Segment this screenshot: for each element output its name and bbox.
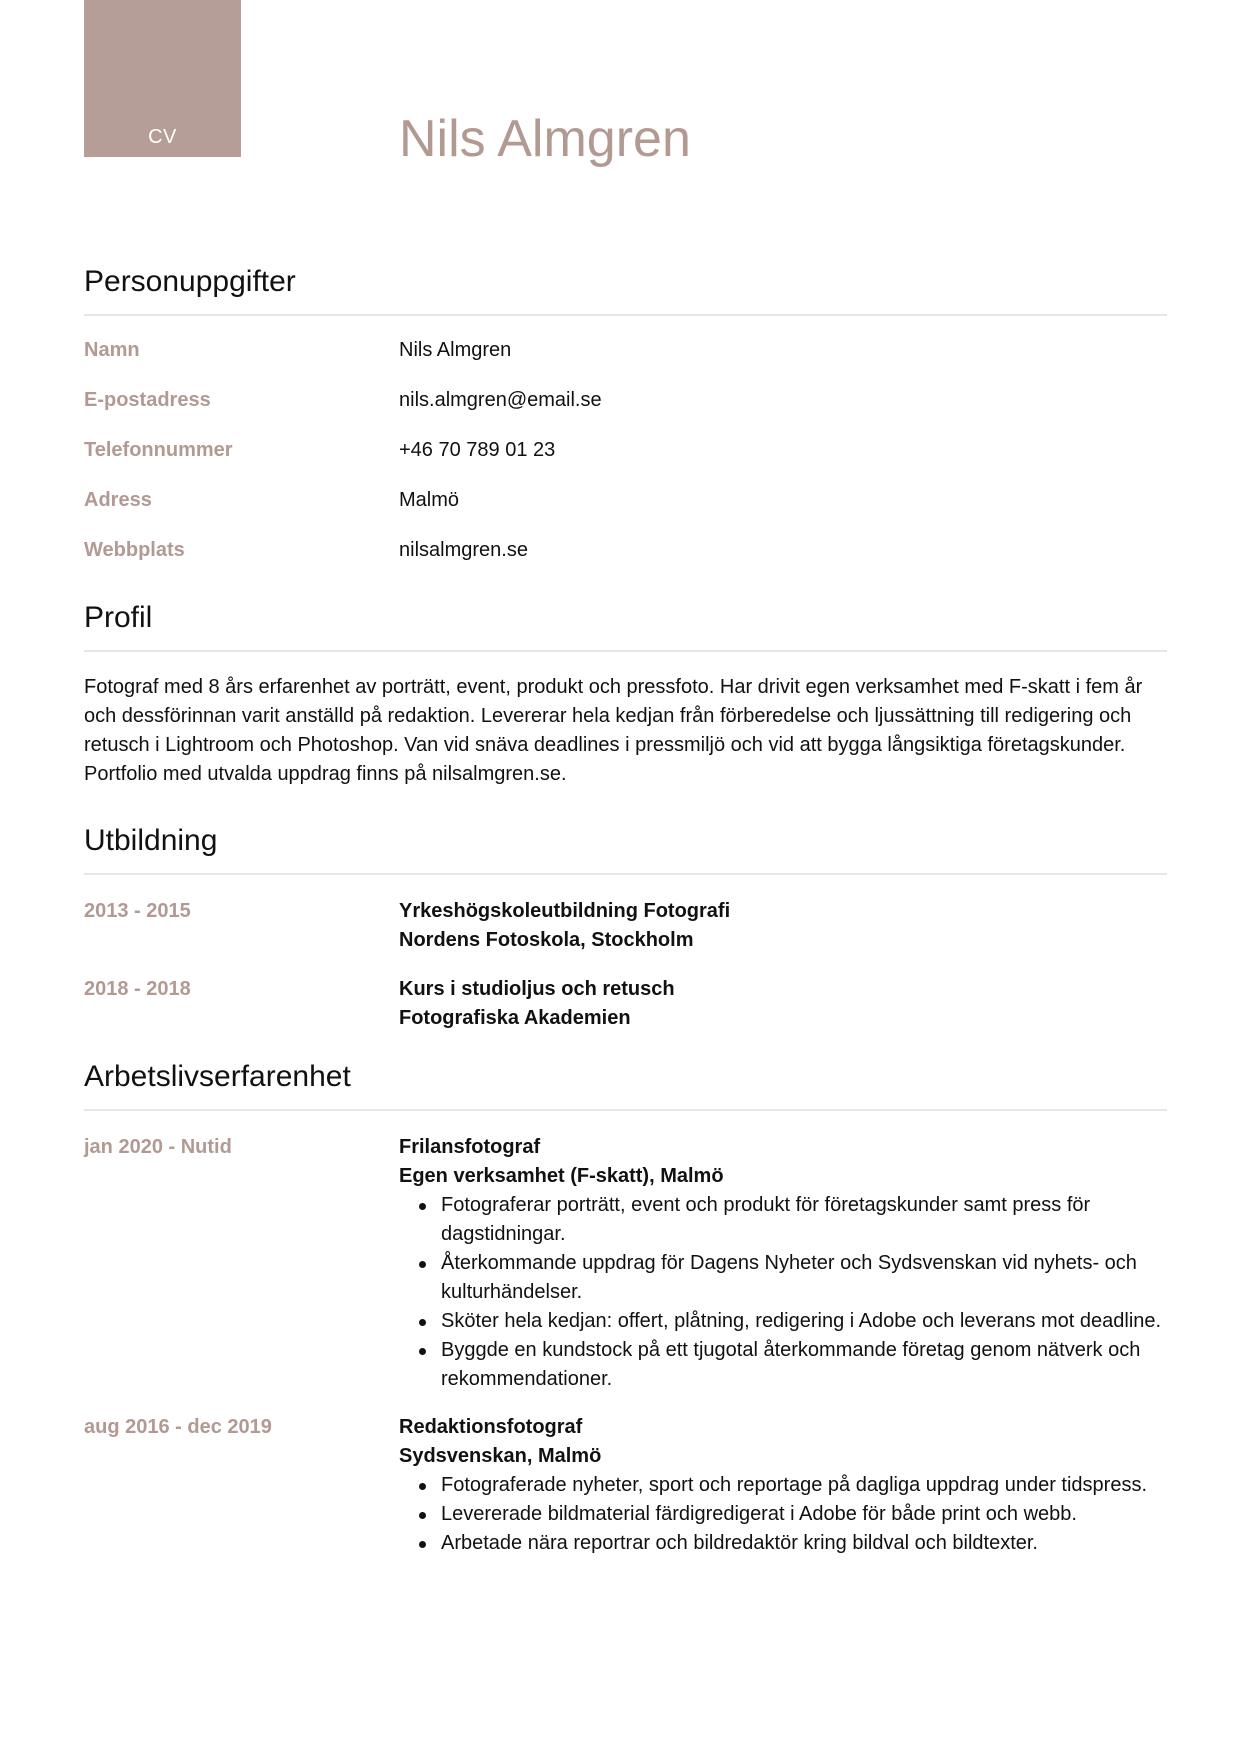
work-period: jan 2020 - Nutid: [84, 1136, 232, 1158]
education-school: Nordens Fotoskola, Stockholm: [399, 929, 694, 951]
field-value: Malmö: [399, 489, 460, 511]
work-role: Redaktionsfotograf: [399, 1416, 583, 1438]
work-section: [84, 1053, 1167, 1558]
field-value: +46 70 789 01 23: [399, 439, 556, 461]
work-details: [399, 1133, 1167, 1394]
field-label: Telefonnummer: [84, 439, 233, 461]
field-value: nils.almgren@email.se: [399, 389, 602, 411]
page-title: Nils Almgren: [399, 110, 691, 168]
work-employer: Sydsvenskan, Malmö: [399, 1445, 602, 1467]
profile-section: [84, 594, 1167, 789]
personal-row-email: [84, 388, 1167, 438]
section-divider: [84, 1109, 1167, 1111]
list-item: Levererade bildmaterial färdigredigerat i Adobe för både print och webb.: [441, 1500, 1167, 1529]
education-list: [84, 897, 1167, 1033]
list-item: Fotograferar porträtt, event och produkt för företagskunder samt press för dagstidningar.: [441, 1191, 1167, 1249]
work-item: [84, 1413, 1167, 1558]
work-details: [399, 1413, 1167, 1558]
personal-row-address: [84, 488, 1167, 538]
education-school: Fotografiska Akademien: [399, 1007, 631, 1029]
list-item: Byggde en kundstock på ett tjugotal återkommande företag genom nätverk och rekommendationer.: [441, 1336, 1167, 1394]
field-value: nilsalmgren.se: [399, 539, 528, 561]
work-item: [84, 1133, 1167, 1394]
education-section: [84, 817, 1167, 1033]
section-divider: [84, 314, 1167, 316]
field-label: Webbplats: [84, 539, 185, 561]
education-period: 2018 - 2018: [84, 978, 191, 1000]
section-divider: [84, 650, 1167, 652]
list-item: Sköter hela kedjan: offert, plåtning, redigering i Adobe och leverans mot deadline.: [441, 1307, 1167, 1336]
work-employer: Egen verksamhet (F-skatt), Malmö: [399, 1165, 724, 1187]
personal-heading: Personuppgifter: [84, 265, 296, 298]
personal-row-name: [84, 338, 1167, 388]
list-item: Arbetade nära reportrar och bildredaktör kring bildval och bildtexter.: [441, 1529, 1167, 1558]
field-value: Nils Almgren: [399, 339, 512, 361]
education-item: [84, 897, 1167, 955]
list-item: Återkommande uppdrag för Dagens Nyheter och Sydsvenskan vid nyhets- och kulturhändelser.: [441, 1249, 1167, 1307]
work-bullet-list: [399, 1191, 1167, 1394]
personal-row-website: [84, 538, 1167, 588]
field-label: E-postadress: [84, 389, 211, 411]
education-degree: Yrkeshögskoleutbildning Fotografi: [399, 900, 731, 922]
profile-heading: Profil: [84, 601, 153, 634]
section-divider: [84, 873, 1167, 875]
profile-text: Fotograf med 8 års erfarenhet av porträtt, event, produkt och pressfoto. Har drivit egen verksamhet med F-skatt i fem år och dessförinnan varit anställd på redaktion. Levererar hela kedjan från förberedelse och ljussättning till redigering och retusch i Lightroom och Photoshop. Van vid snäva deadlines i pressmiljö och vid att bygga långsiktiga företagskunder. Portfolio med utvalda uppdrag finns på nilsalmgren.se.: [84, 676, 1143, 785]
cv-content: [84, 258, 1167, 1558]
education-item: [84, 975, 1167, 1033]
work-bullet-list: [399, 1471, 1167, 1558]
education-details: [399, 975, 1167, 1033]
list-item: Fotograferade nyheter, sport och reportage på dagliga uppdrag under tidspress.: [441, 1471, 1167, 1500]
personal-row-phone: [84, 438, 1167, 488]
education-degree: Kurs i studioljus och retusch: [399, 978, 675, 1000]
education-heading: Utbildning: [84, 824, 218, 857]
work-period: aug 2016 - dec 2019: [84, 1416, 272, 1438]
work-list: [84, 1133, 1167, 1558]
cv-badge-label: CV: [148, 126, 177, 148]
personal-section: [84, 258, 1167, 588]
field-label: Adress: [84, 489, 152, 511]
field-label: Namn: [84, 339, 140, 361]
education-period: 2013 - 2015: [84, 900, 191, 922]
work-heading: Arbetslivserfarenhet: [84, 1060, 351, 1093]
work-role: Frilansfotograf: [399, 1136, 541, 1158]
cv-badge: [84, 0, 241, 157]
personal-details: [84, 338, 1167, 588]
education-details: [399, 897, 1167, 955]
